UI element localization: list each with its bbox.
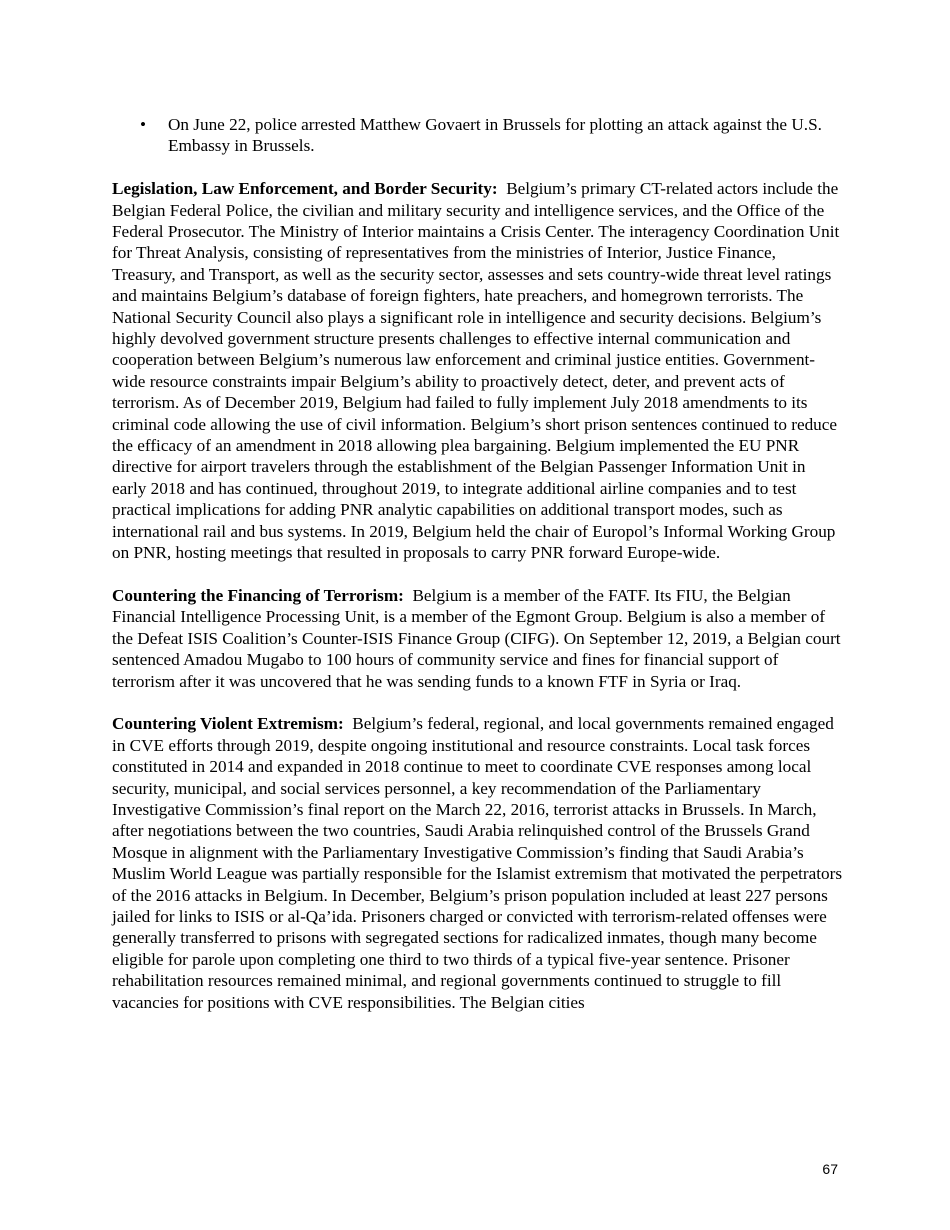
section-heading: Countering Violent Extremism: bbox=[112, 714, 344, 734]
document-page bbox=[112, 114, 842, 1034]
bullet-item bbox=[112, 114, 842, 157]
page-number: 67 bbox=[822, 1161, 838, 1177]
bullet-dot-icon: • bbox=[140, 115, 147, 134]
bullet-list bbox=[112, 114, 842, 157]
section-body: Belgium is a member of the FATF. Its FIU, the Belgian Financial Intelligence Processing Unit, is a member of the Egmont Group. Belgium is also a member of the Defeat ISIS Coalition’s Counter-ISIS Finance Group (CIFG). On September 12, 2019, a Belgian court sentenced Amadou Mugabo to 100 hours of community service and fines for financial support of terrorism after it was uncovered that he was sending funds to a known FTF in Syria or Iraq. bbox=[112, 585, 841, 691]
section-body: Belgium’s primary CT-related actors include the Belgian Federal Police, the civilian and military security and intelligence services, and the Office of the Federal Prosecutor. The Ministry of Interior maintains a Crisis Center. The interagency Coordination Unit for Threat Analysis, consisting of representatives from the ministries of Interior, Justice Finance, Treasury, and Transport, as well as the security sector, assesses and sets country-wide threat level ratings and maintains Belgium’s database of foreign fighters, hate preachers, and homegrown terrorists. The National Security Council also plays a significant role in intelligence and security decisions. Belgium’s highly devolved government structure presents challenges to effective internal communication and cooperation between Belgium’s numerous law enforcement and criminal justice entities. Government-wide resource constraints impair Belgium’s ability to proactively detect, deter, and prevent acts of terrorism. As of December 2019, Belgium had failed to fully implement July 2018 amendments to its criminal code allowing the use of civil information. Belgium’s short prison sentences continued to reduce the efficacy of an amendment in 2018 allowing plea bargaining. Belgium implemented the EU PNR directive for airport travelers through the establishment of the Belgian Passenger Information Unit in early 2018 and has continued, throughout 2019, to integrate additional airline companies and to test practical implications for adding PNR analytic capabilities on additional transport modes, such as international rail and bus systems. In 2019, Belgium held the chair of Europol’s Informal Working Group on PNR, hosting meetings that resulted in proposals to carry PNR forward Europe-wide. bbox=[112, 179, 840, 563]
section-heading: Countering the Financing of Terrorism: bbox=[112, 585, 404, 605]
section-financing bbox=[112, 585, 842, 692]
section-body: Belgium’s federal, regional, and local governments remained engaged in CVE efforts through 2019, despite ongoing institutional and resource constraints. Local task forces constituted in 2014 and expanded in 2018 continue to meet to coordinate CVE responses among local security, municipal, and social services personnel, a key recommendation of the Parliamentary Investigative Commission’s final report on the March 22, 2016, terrorist attacks in Brussels. In March, after negotiations between the two countries, Saudi Arabia relinquished control of the Brussels Grand Mosque in alignment with the Parliamentary Investigative Commission’s finding that Saudi Arabia’s Muslim World League was partially responsible for the Islamist extremism that motivated the perpetrators of the 2016 attacks in Belgium. In December, Belgium’s prison population included at least 227 persons jailed for links to ISIS or al-Qa’ida. Prisoners charged or convicted with terrorism-related offenses were generally transferred to prisons with segregated sections for radicalized inmates, though many become eligible for parole upon completing one third to two thirds of a typical five-year sentence. Prisoner rehabilitation resources remained minimal, and regional governments continued to struggle to fill vacancies for positions with CVE responsibilities. The Belgian cities bbox=[112, 714, 843, 1012]
section-heading: Legislation, Law Enforcement, and Border Security: bbox=[112, 179, 498, 199]
section-cve bbox=[112, 713, 842, 1013]
bullet-text: On June 22, police arrested Matthew Govaert in Brussels for plotting an attack against the U.S. Embassy in Brussels. bbox=[168, 115, 822, 156]
section-legislation bbox=[112, 178, 842, 563]
